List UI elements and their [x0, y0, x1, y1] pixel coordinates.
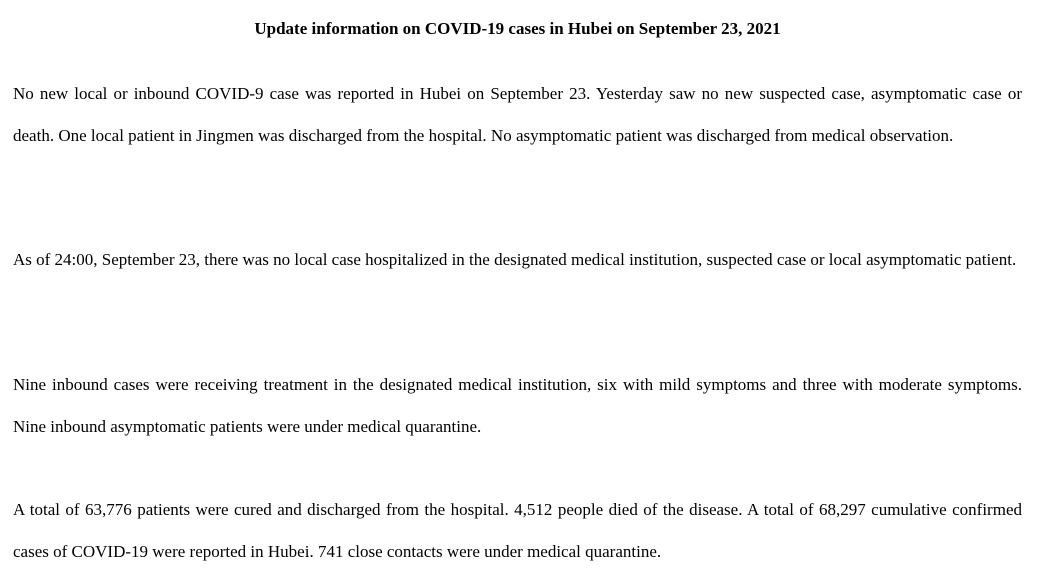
paragraph-cumulative-totals: A total of 63,776 patients were cured and discharged from the hospital. 4,512 people died of the disease. A total of 68,297 cumulative confirmed cases of COVID-19 were reported in Hubei. 741 close contacts were under medical quarantine.: [13, 500, 1022, 561]
document-title: Update information on COVID-19 cases in Hubei on September 23, 2021: [254, 19, 781, 38]
paragraph-new-cases: No new local or inbound COVID-9 case was reported in Hubei on September 23. Yesterday saw no new suspected case, asymptomatic case or death. One local patient in Jingmen was discharged from the hospital. No asymptomatic patient was discharged from medical observation.: [13, 84, 1022, 145]
paragraph-hospitalized-status: As of 24:00, September 23, there was no local case hospitalized in the designated medical institution, suspected case or local asymptomatic patient.: [13, 250, 1017, 269]
paragraph-inbound-treatment: Nine inbound cases were receiving treatment in the designated medical institution, six with mild symptoms and three with moderate symptoms. Nine inbound asymptomatic patients were under medical quarantine.: [13, 375, 1022, 436]
